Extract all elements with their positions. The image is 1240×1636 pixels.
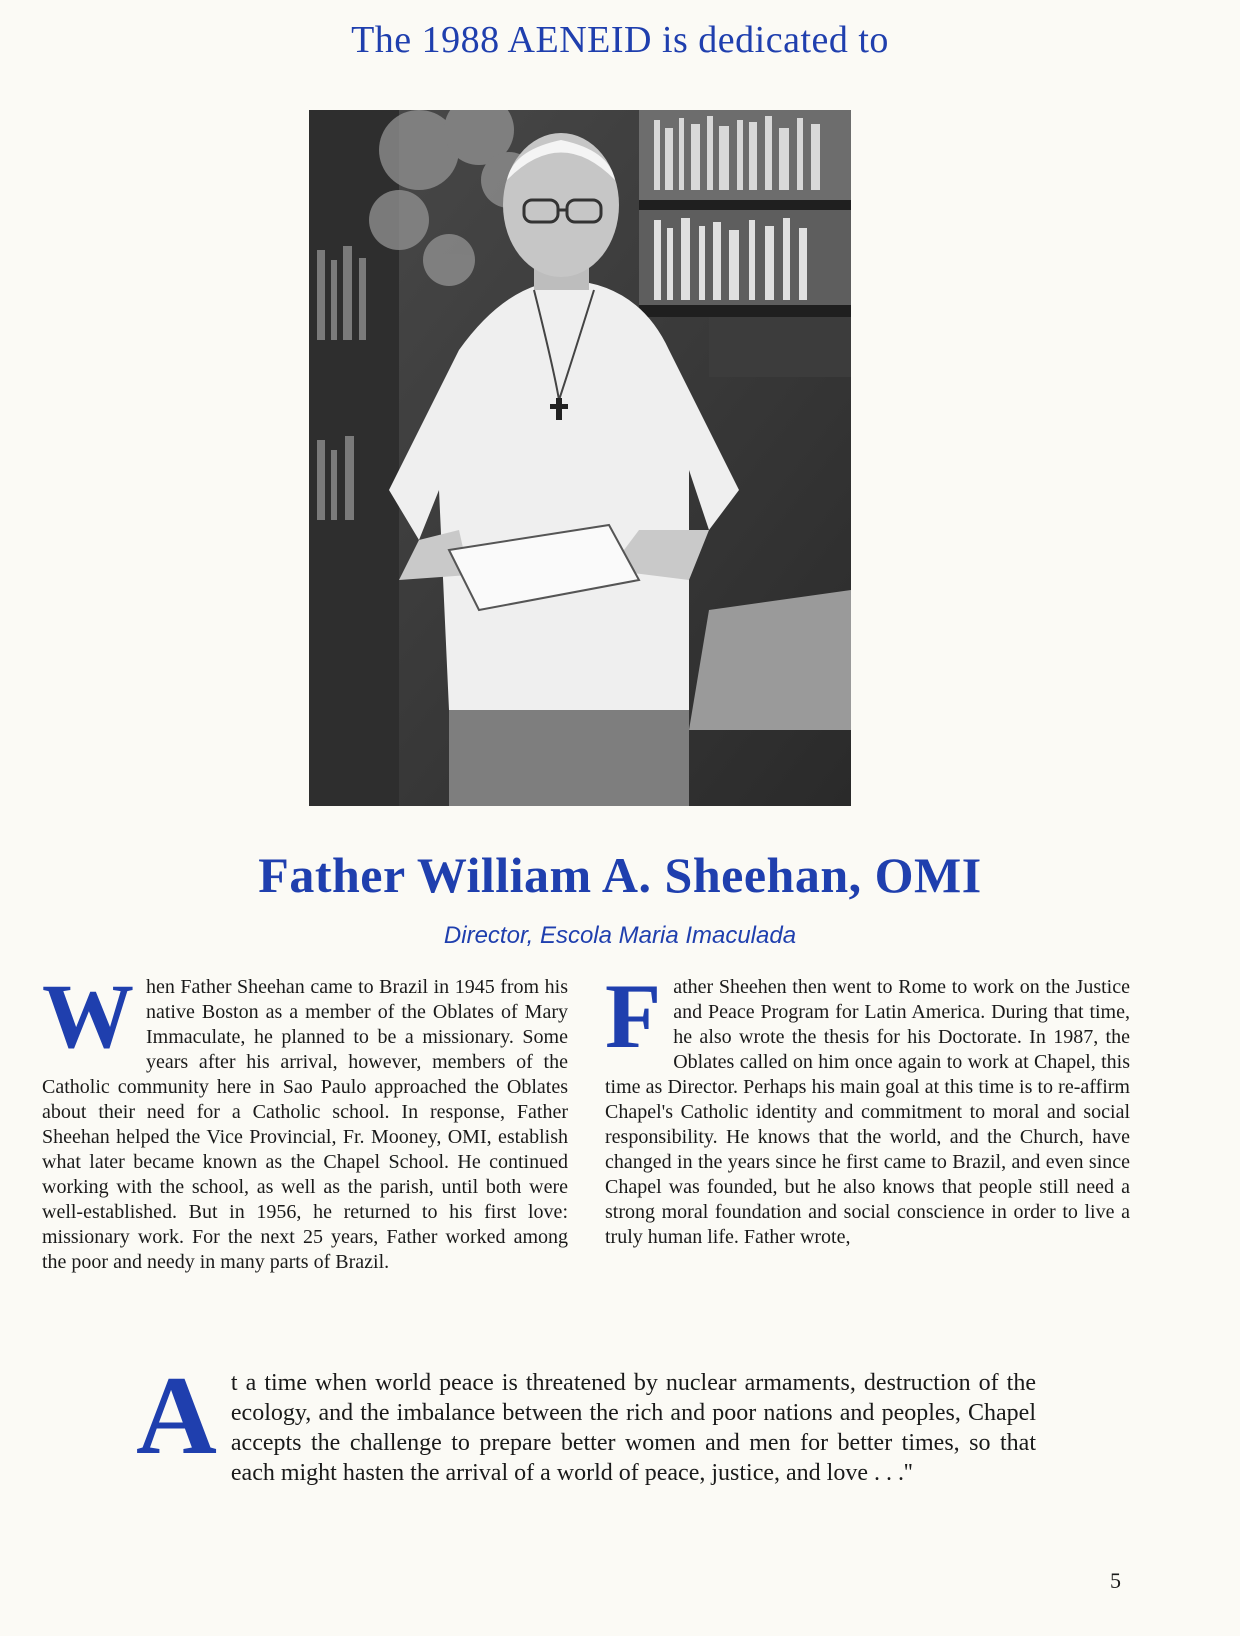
page-number: 5 xyxy=(1110,1568,1121,1593)
honoree-name: Father William A. Sheehan, OMI xyxy=(258,847,982,903)
article-column-left xyxy=(42,965,568,1275)
drop-cap: W xyxy=(42,965,134,1067)
portrait-photo-icon xyxy=(309,110,851,806)
honoree-title: Director, Escola Maria Imaculada xyxy=(443,922,797,949)
quotation-text: t a time when world peace is threatened by nuclear armaments, destruction of the ecology, and the imbalance between the rich and poor nations and peoples, Chapel accepts the challenge to prepare better women and men for better times, so that each might hasten the arrival of a world of peace, justice, and love . . .'' xyxy=(230,1370,1036,1486)
article-column-right xyxy=(605,965,1130,1250)
drop-cap: F xyxy=(605,965,662,1067)
drop-cap: A xyxy=(136,1354,217,1478)
dedication-heading: The 1988 AENEID is dedicated to xyxy=(351,19,889,61)
article-text: ather Sheehen then went to Rome to work on the Justice and Peace Program for Latin America. During that time, he also wrote the thesis for his Doctorate. In 1987, the Oblates called on him once again to work at Chapel, this time as Director. Perhaps his main goal at this time is to re-affirm Chapel's Catholic identity and commitment to moral and social responsibility. He knows that the world, and the Church, have changed in the years since he first came to Brazil, and even since Chapel was founded, but he also knows that people still need a strong moral foundation and social conscience in order to live a truly human life. Father wrote, xyxy=(605,976,1130,1248)
quotation xyxy=(136,1354,1036,1488)
article-text: hen Father Sheehan came to Brazil in 1945 from his native Boston as a member of the Oblates of Mary Immaculate, he planned to be a missionary. Some years after his arrival, however, members of the Catholic community here in Sao Paulo approached the Oblates about their need for a Catholic school. In response, Father Sheehan helped the Vice Provincial, Fr. Mooney, OMI, establish what later became known as the Chapel School. He continued working with the school, as well as the parish, until both were well-established. But in 1956, he returned to his first love: missionary work. For the next 25 years, Father worked among the poor and needy in many parts of Brazil. xyxy=(42,976,568,1273)
portrait-photo xyxy=(309,110,851,806)
